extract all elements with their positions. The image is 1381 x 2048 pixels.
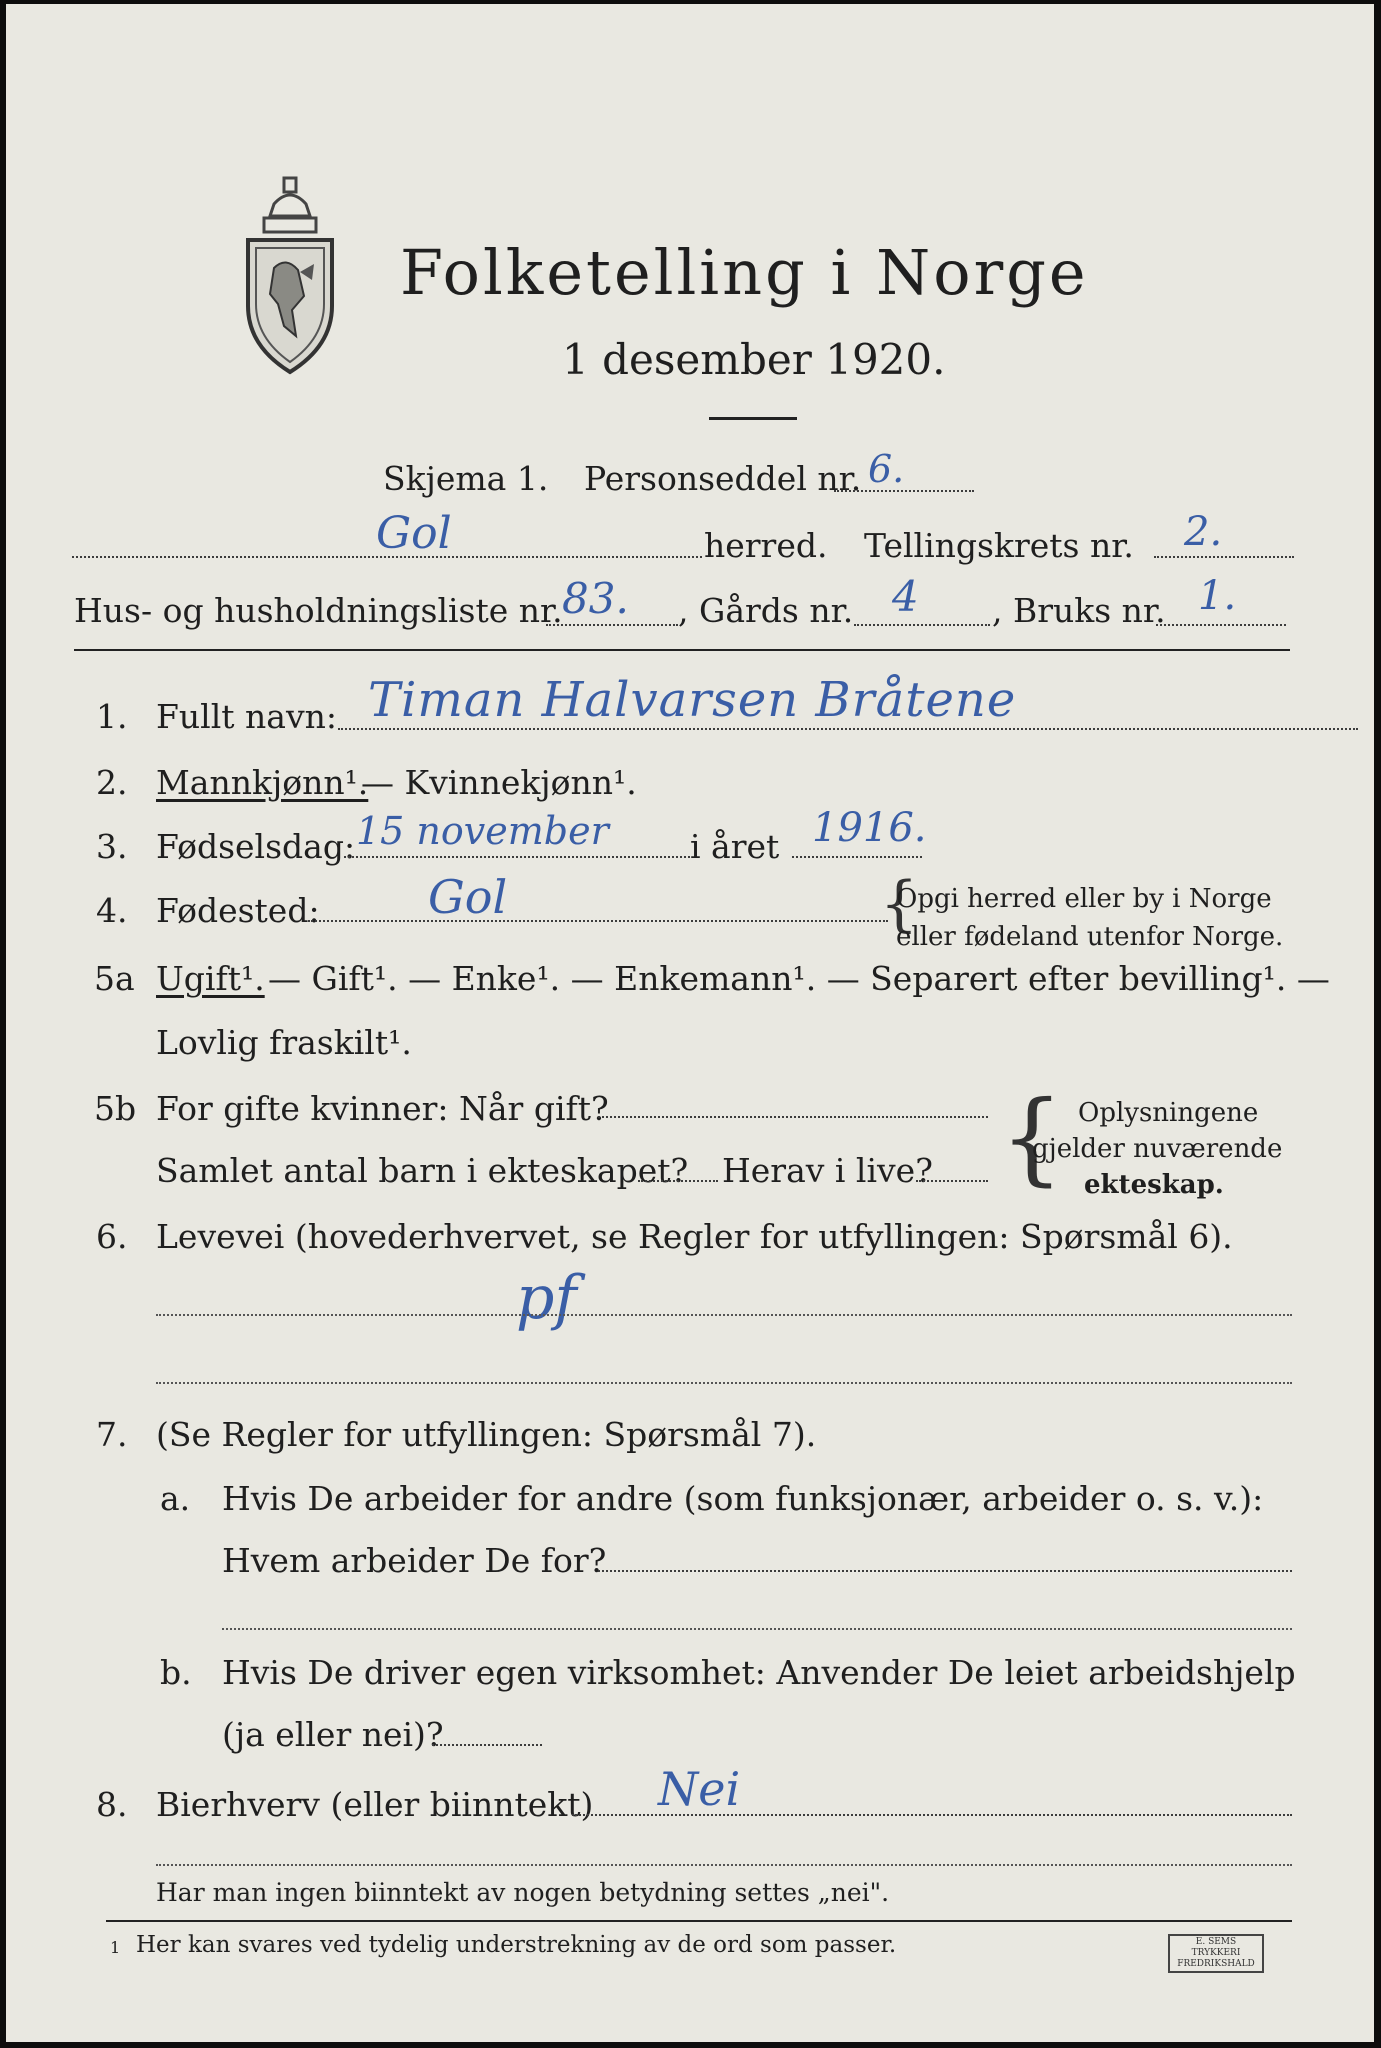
hus-value[interactable]: 83.	[562, 574, 629, 623]
gender-male-option[interactable]: Mannkjønn¹.	[156, 763, 369, 802]
q4-label: Fødested:	[156, 891, 320, 930]
q7b-line	[432, 1744, 542, 1746]
hus-label: Hus- og husholdningsliste nr.	[74, 591, 563, 630]
q4-brace: {	[880, 869, 919, 939]
skjema-label: Skjema 1.	[383, 459, 549, 498]
occupation-value[interactable]: pf	[516, 1263, 577, 1333]
q5b-line-1: For gifte kvinner: Når gift?	[156, 1089, 609, 1128]
q3-line	[344, 856, 690, 858]
q7-number: 7.	[96, 1415, 128, 1454]
footer-note: Har man ingen biinntekt av nogen betydning settes „nei".	[156, 1878, 890, 1907]
footnote-rule	[106, 1920, 1292, 1922]
q1-label: Fullt navn:	[156, 697, 337, 736]
footnote-text: Her kan svares ved tydelig understrekning av de ord som passer.	[136, 1932, 897, 1958]
q7b-text: Hvis De driver egen virksomhet: Anvender De leiet arbeidshjelp	[222, 1653, 1296, 1692]
q7a-line-2	[222, 1628, 1292, 1630]
status-ugift-option[interactable]: Ugift¹.	[156, 959, 265, 998]
q7-label: (Se Regler for utfyllingen: Spørsmål 7).	[156, 1415, 817, 1454]
q5b-children-label: Samlet antal barn i ekteskapet?	[156, 1151, 689, 1190]
status-fraskilt-option[interactable]: Lovlig fraskilt¹.	[156, 1023, 412, 1062]
gards-line	[854, 624, 990, 626]
tellingskrets-line	[1154, 556, 1294, 558]
form-date: 1 desember 1920.	[562, 335, 946, 384]
bruks-line	[1156, 624, 1286, 626]
side-income-value[interactable]: Nei	[658, 1762, 741, 1816]
q4-line	[308, 920, 888, 922]
gards-label: , Gårds nr.	[678, 591, 854, 630]
census-form-page	[6, 4, 1374, 2042]
q8-number: 8.	[96, 1785, 128, 1824]
q5b-children-line	[638, 1180, 718, 1182]
q7a-question: Hvem arbeider De for?	[222, 1541, 607, 1580]
q4-note-1: Opgi herred eller by i Norge	[896, 884, 1272, 914]
q5a-number: 5a	[94, 959, 135, 998]
q8-label: Bierhverv (eller biinntekt)	[156, 1785, 594, 1824]
q6-line-2	[156, 1382, 1292, 1384]
q7a-line	[598, 1570, 1292, 1572]
q3-label: Fødselsdag:	[156, 827, 356, 866]
gender-female-option[interactable]: — Kvinnekjønn¹.	[361, 763, 637, 802]
herred-value[interactable]: Gol	[376, 508, 452, 559]
q5b-brace: {	[1000, 1079, 1064, 1196]
q2-number: 2.	[96, 763, 128, 802]
header-divider	[74, 649, 1290, 651]
status-other-options[interactable]: — Gift¹. — Enke¹. — Enkemann¹. — Separert efter bevilling¹. —	[268, 959, 1330, 998]
q5b-note-1: Oplysningene	[1078, 1098, 1259, 1128]
bruks-label: , Bruks nr.	[992, 591, 1166, 630]
q3-year-label: i året	[690, 827, 780, 866]
personseddel-label: Personseddel nr.	[584, 459, 862, 498]
q6-label: Levevei (hovederhvervet, se Regler for utfyllingen: Spørsmål 6).	[156, 1217, 1233, 1256]
birthplace-value[interactable]: Gol	[428, 870, 508, 924]
personseddel-line	[834, 490, 974, 492]
gards-value[interactable]: 4	[892, 572, 919, 621]
q8-line-2	[156, 1864, 1292, 1866]
q1-number: 1.	[96, 697, 128, 736]
personseddel-value[interactable]: 6.	[868, 447, 905, 491]
q5b-number: 5b	[94, 1089, 137, 1128]
title-divider	[709, 417, 797, 420]
q5b-note-2: gjelder nuværende	[1032, 1134, 1283, 1164]
q7a-letter: a.	[160, 1479, 191, 1518]
bruks-value[interactable]: 1.	[1198, 573, 1237, 619]
q6-number: 6.	[96, 1217, 128, 1256]
birth-date-value[interactable]: 15 november	[356, 809, 609, 853]
birth-year-value[interactable]: 1916.	[812, 805, 927, 851]
q7b-question: (ja eller nei)?	[222, 1715, 444, 1754]
printer-mark: E. SEMS TRYKKERI FREDRIKSHALD	[1168, 1934, 1264, 1973]
q7b-letter: b.	[160, 1653, 192, 1692]
hus-line	[546, 624, 678, 626]
q3-number: 3.	[96, 827, 128, 866]
tellingskrets-label: Tellingskrets nr.	[864, 526, 1134, 565]
q5b-married-line	[598, 1116, 988, 1118]
q7a-text: Hvis De arbeider for andre (som funksjonær, arbeider o. s. v.):	[222, 1479, 1264, 1518]
herred-label: herred.	[704, 526, 828, 565]
q6-line-1	[156, 1314, 1292, 1316]
form-title: Folketelling i Norge	[400, 236, 1089, 309]
q1-line	[338, 728, 1358, 730]
full-name-value[interactable]: Timan Halvarsen Bråtene	[368, 672, 1017, 728]
q4-number: 4.	[96, 891, 128, 930]
q4-note-2: eller fødeland utenfor Norge.	[896, 922, 1284, 952]
tellingskrets-value[interactable]: 2.	[1184, 509, 1223, 555]
q3-year-line	[792, 856, 922, 858]
footnote-number: 1	[110, 1938, 121, 1957]
q5b-note-3: ekteskap.	[1084, 1170, 1224, 1200]
q5b-alive-line	[916, 1180, 988, 1182]
q5b-alive-label: Herav i live?	[722, 1151, 933, 1190]
coat-of-arms-icon	[234, 176, 346, 376]
